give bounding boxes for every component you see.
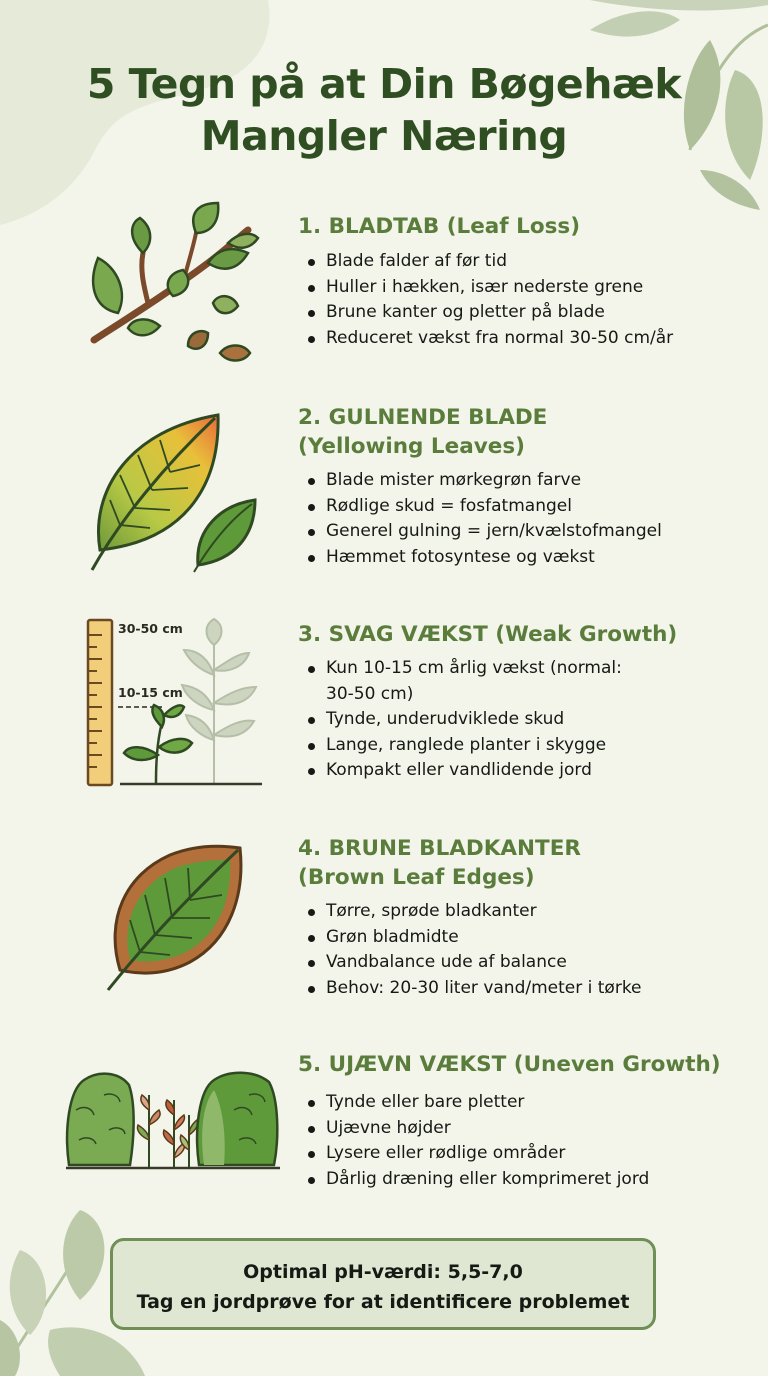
list-item: Generel gulning = jern/kvælstofmangel (308, 519, 662, 545)
ruler-label-top: 30-50 cm (118, 621, 183, 636)
list-item: Tørre, sprøde bladkanter (308, 899, 642, 925)
list-item: Lange, ranglede planter i skygge (308, 733, 622, 759)
page-title-line-2: Mangler Næring (200, 112, 568, 160)
list-item: Dårlig dræning eller komprimeret jord (308, 1167, 649, 1193)
list-item: Blade mister mørkegrøn farve (308, 468, 662, 494)
falling-leaves-branch-icon (88, 198, 263, 368)
ph-tip-line-1: Optimal pH-værdi: 5,5-7,0 (243, 1261, 523, 1283)
section-4-heading-line-1: 4. BRUNE BLADKANTER (298, 836, 581, 861)
section-4-heading (298, 834, 581, 892)
ruler-label-mid: 10-15 cm (118, 685, 183, 700)
growth-ruler-icon (84, 615, 264, 790)
list-item: Brune kanter og pletter på blade (308, 300, 673, 326)
section-3-list (308, 656, 622, 784)
brown-edged-leaf-icon (100, 840, 250, 995)
list-item: Blade falder af før tid (308, 249, 673, 275)
list-item: Hæmmet fotosyntese og vækst (308, 545, 662, 571)
list-item: Rødlige skud = fosfatmangel (308, 494, 662, 520)
section-5-list (308, 1090, 649, 1192)
section-1-list (308, 249, 673, 351)
list-item: Behov: 20-30 liter vand/meter i tørke (308, 976, 642, 1002)
section-1-heading: 1. BLADTAB (Leaf Loss) (298, 214, 581, 239)
list-item: Tynde eller bare pletter (308, 1090, 649, 1116)
page-title-line-1: 5 Tegn på at Din Bøgehæk (86, 60, 682, 108)
section-4-heading-line-2: (Brown Leaf Edges) (298, 865, 535, 890)
list-item: Kompakt eller vandlidende jord (308, 758, 622, 784)
list-item-continuation: 30-50 cm) (326, 683, 414, 704)
yellowing-leaf-icon (90, 410, 265, 575)
list-item: Tynde, underudviklede skud (308, 707, 622, 733)
list-item: Huller i hækken, især nederste grene (308, 275, 673, 301)
ph-tip-box (110, 1238, 656, 1330)
list-item: Ujævne højder (308, 1116, 649, 1142)
section-3-heading: 3. SVAG VÆKST (Weak Growth) (298, 622, 678, 647)
section-5-heading: 5. UJÆVN VÆKST (Uneven Growth) (298, 1052, 721, 1077)
page-title (0, 58, 768, 162)
list-item: Grøn bladmidte (308, 925, 642, 951)
section-2-list (308, 468, 662, 570)
section-2-heading (298, 403, 547, 461)
list-item: Vandbalance ude af balance (308, 950, 642, 976)
section-2-heading-line-1: 2. GULNENDE BLADE (298, 405, 548, 430)
list-item: Kun 10-15 cm årlig vækst (normal: (308, 656, 622, 682)
list-item: Reduceret vækst fra normal 30-50 cm/år (308, 326, 673, 352)
ph-tip-line-2: Tag en jordprøve for at identificere problemet (136, 1291, 630, 1313)
section-2-heading-line-2: (Yellowing Leaves) (298, 434, 525, 459)
uneven-hedge-icon (64, 1070, 284, 1175)
section-4-list (308, 899, 642, 1001)
list-item: Lysere eller rødlige områder (308, 1141, 649, 1167)
